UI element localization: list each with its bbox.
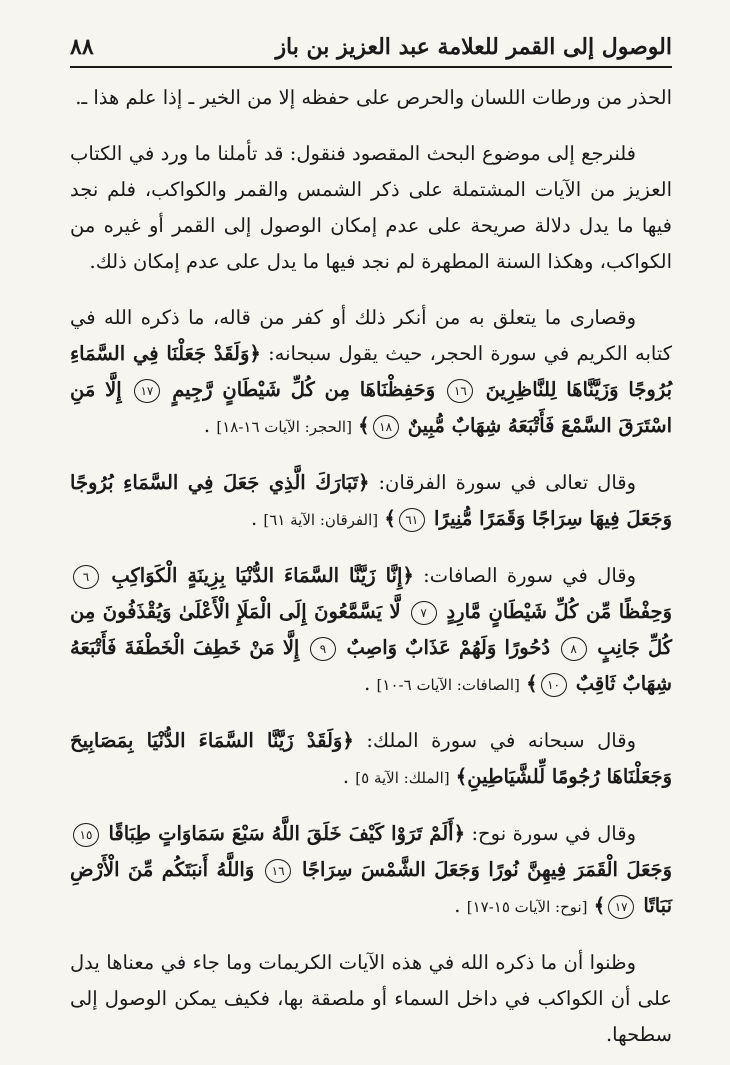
ayah-number-marker: ١٦ <box>447 379 473 403</box>
verse-text: إِنَّا زَيَّنَّا السَّمَاءَ الدُّنْيَا بِزِينَةٍ الْكَوَاكِبِ <box>111 564 403 587</box>
verse-text: وَحِفْظًا مِّن كُلِّ شَيْطَانٍ مَّارِدٍ <box>446 600 672 623</box>
verse-text: دُحُورًا وَلَهُمْ عَذَابٌ وَاصِبٌ <box>346 636 551 659</box>
paragraph-2 <box>70 136 672 280</box>
header-title: الوصول إلى القمر للعلامة عبد العزيز بن باز <box>275 34 672 60</box>
verse-reference: [الفرقان: الآية ٦١] <box>263 511 379 529</box>
paragraph-8-text: وظنوا أن ما ذكره الله في هذه الآيات الكريمات وما جاء في معناها يدل على أن الكواكب في داخل السماء أو ملصقة بها، فكيف يمكن الوصول إلى سطحها. <box>70 951 672 1046</box>
paragraph-5-intro: وقال في سورة الصافات: <box>423 564 637 587</box>
ayah-number-marker: ٧ <box>411 601 437 625</box>
paragraph-2-text: فلنرجع إلى موضوع البحث المقصود فنقول: قد تأملنا ما ورد في الكتاب العزيز من الآيات المشتملة على ذكر الشمس والقمر والكواكب، فلم نجد فيها ما يدل دلالة صريحة على عدم إمكان الوصول إلى القمر أو غيره من الكواكب، وهكذا السنة المطهرة لم نجد فيها ما يدل على عدم إمكان ذلك. <box>70 142 672 273</box>
ayah-number-marker: ٦١ <box>399 508 425 532</box>
verse-reference: [نوح: الآيات ١٥-١٧] <box>466 898 588 916</box>
ayah-number-marker: ١٨ <box>373 415 399 439</box>
paragraph-5: وقال في سورة الصافات: ﴿إِنَّا زَيَّنَّا السَّمَاءَ الدُّنْيَا بِزِينَةٍ الْكَوَاكِبِ ٦ وَحِفْظًا مِّن كُلِّ شَيْطَانٍ مَّارِدٍ ٧ لَّا يَسَّمَّعُونَ إِلَى الْمَلَإِ الْأَعْلَىٰ وَيُقْذَفُونَ مِن كُلِّ جَانِبٍ ٨ دُحُورًا وَلَهُمْ عَذَابٌ وَاصِبٌ ٩ إِلَّا مَنْ خَطِفَ الْخَطْفَةَ فَأَتْبَعَهُ شِهَابٌ ثَاقِبٌ ١٠﴾ [الصافات: الآيات ٦-١٠] . <box>70 564 672 695</box>
verse-text: أَلَمْ تَرَوْا كَيْفَ خَلَقَ اللَّهُ سَبْعَ سَمَاوَاتٍ طِبَاقًا <box>108 822 454 845</box>
verse-reference: [الملك: الآية ٥] <box>355 769 450 787</box>
verse-reference: [الصافات: الآيات ٦-١٠] <box>376 676 520 694</box>
book-page <box>70 26 673 1046</box>
page-body <box>70 80 672 1053</box>
ayah-number-marker: ١٧ <box>134 379 160 403</box>
verse-reference: [الحجر: الآيات ١٦-١٨] <box>216 418 352 436</box>
ayah-number-marker: ٨ <box>561 637 587 661</box>
paragraph-1: الحذر من ورطات اللسان والحرص على حفظه إلا من الخير ـ إذا علم هذا ـ. <box>75 86 672 109</box>
page-number: ٨٨ <box>70 34 94 60</box>
verse-text: وَجَعَلَ الْقَمَرَ فِيهِنَّ نُورًا وَجَعَلَ الشَّمْسَ سِرَاجًا <box>301 858 673 881</box>
paragraph-7: وقال في سورة نوح: ﴿أَلَمْ تَرَوْا كَيْفَ خَلَقَ اللَّهُ سَبْعَ سَمَاوَاتٍ طِبَاقًا ١٥ وَجَعَلَ الْقَمَرَ فِيهِنَّ نُورًا وَجَعَلَ الشَّمْسَ سِرَاجًا ١٦ وَاللَّهُ أَنبَتَكُم مِّنَ الْأَرْضِ نَبَاتًا ١٧﴾ [نوح: الآيات ١٥-١٧] . <box>70 822 673 917</box>
ayah-number-marker: ١٥ <box>73 823 99 847</box>
ayah-number-marker: ١٦ <box>265 859 291 883</box>
verse-text: وَاللَّهُ أَنبَتَكُم مِّنَ الْأَرْضِ نَبَاتًا <box>70 858 672 917</box>
verse-text: إِلَّا مَنِ اسْتَرَقَ السَّمْعَ فَأَتْبَعَهُ شِهَابٌ مُّبِينٌ <box>70 378 672 437</box>
verse-text: وَحَفِظْنَاهَا مِن كُلِّ شَيْطَانٍ رَّجِيمٍ <box>172 378 436 401</box>
paragraph-8 <box>70 945 672 1053</box>
ayah-number-marker: ٩ <box>310 637 336 661</box>
paragraph-6-intro: وقال سبحانه في سورة الملك: <box>366 729 636 752</box>
running-header <box>70 26 672 68</box>
verse-text: وَلَقَدْ جَعَلْنَا فِي السَّمَاءِ بُرُوجًا وَزَيَّنَّاهَا لِلنَّاظِرِينَ <box>70 342 673 401</box>
paragraph-7-intro: وقال في سورة نوح: <box>471 822 636 845</box>
verse-text: تَبَارَكَ الَّذِي جَعَلَ فِي السَّمَاءِ بُرُوجًا وَجَعَلَ فِيهَا سِرَاجًا وَقَمَرًا مُّنِيرًا <box>70 471 672 530</box>
paragraph-4: وقال تعالى في سورة الفرقان: ﴿تَبَارَكَ الَّذِي جَعَلَ فِي السَّمَاءِ بُرُوجًا وَجَعَلَ فِيهَا سِرَاجًا وَقَمَرًا مُّنِيرًا ٦١﴾ [الفرقان: الآية ٦١] . <box>70 471 672 530</box>
ayah-number-marker: ١٠ <box>541 673 567 697</box>
paragraph-3-intro: وقصارى ما يتعلق به من أنكر ذلك أو كفر من قاله، ما ذكره الله في كتابه الكريم في سورة الحجر، حيث يقول سبحانه: <box>70 306 673 365</box>
paragraph-6: وقال سبحانه في سورة الملك: ﴿وَلَقَدْ زَيَّنَّا السَّمَاءَ الدُّنْيَا بِمَصَابِيحَ وَجَعَلْنَاهَا رُجُومًا لِّلشَّيَاطِينِ﴾ [الملك: الآية ٥] . <box>70 729 672 788</box>
verse-text: لَّا يَسَّمَّعُونَ إِلَى الْمَلَإِ الْأَعْلَىٰ وَيُقْذَفُونَ مِن كُلِّ جَانِبٍ <box>70 600 672 659</box>
verse-text: وَلَقَدْ زَيَّنَّا السَّمَاءَ الدُّنْيَا بِمَصَابِيحَ وَجَعَلْنَاهَا رُجُومًا لِّلشَّيَاطِينِ <box>70 729 672 788</box>
paragraph-4-intro: وقال تعالى في سورة الفرقان: <box>378 471 636 494</box>
verse-text: إِلَّا مَنْ خَطِفَ الْخَطْفَةَ فَأَتْبَعَهُ شِهَابٌ ثَاقِبٌ <box>70 636 672 695</box>
paragraph-3: وقصارى ما يتعلق به من أنكر ذلك أو كفر من قاله، ما ذكره الله في كتابه الكريم في سورة الحجر، حيث يقول سبحانه: ﴿وَلَقَدْ جَعَلْنَا فِي السَّمَاءِ بُرُوجًا وَزَيَّنَّاهَا لِلنَّاظِرِينَ ١٦ وَحَفِظْنَاهَا مِن كُلِّ شَيْطَانٍ رَّجِيمٍ ١٧ إِلَّا مَنِ اسْتَرَقَ السَّمْعَ فَأَتْبَعَهُ شِهَابٌ مُّبِينٌ ١٨﴾ [الحجر: الآيات ١٦-١٨] . <box>70 306 673 437</box>
ayah-number-marker: ١٧ <box>608 895 634 919</box>
ayah-number-marker: ٦ <box>73 565 99 589</box>
